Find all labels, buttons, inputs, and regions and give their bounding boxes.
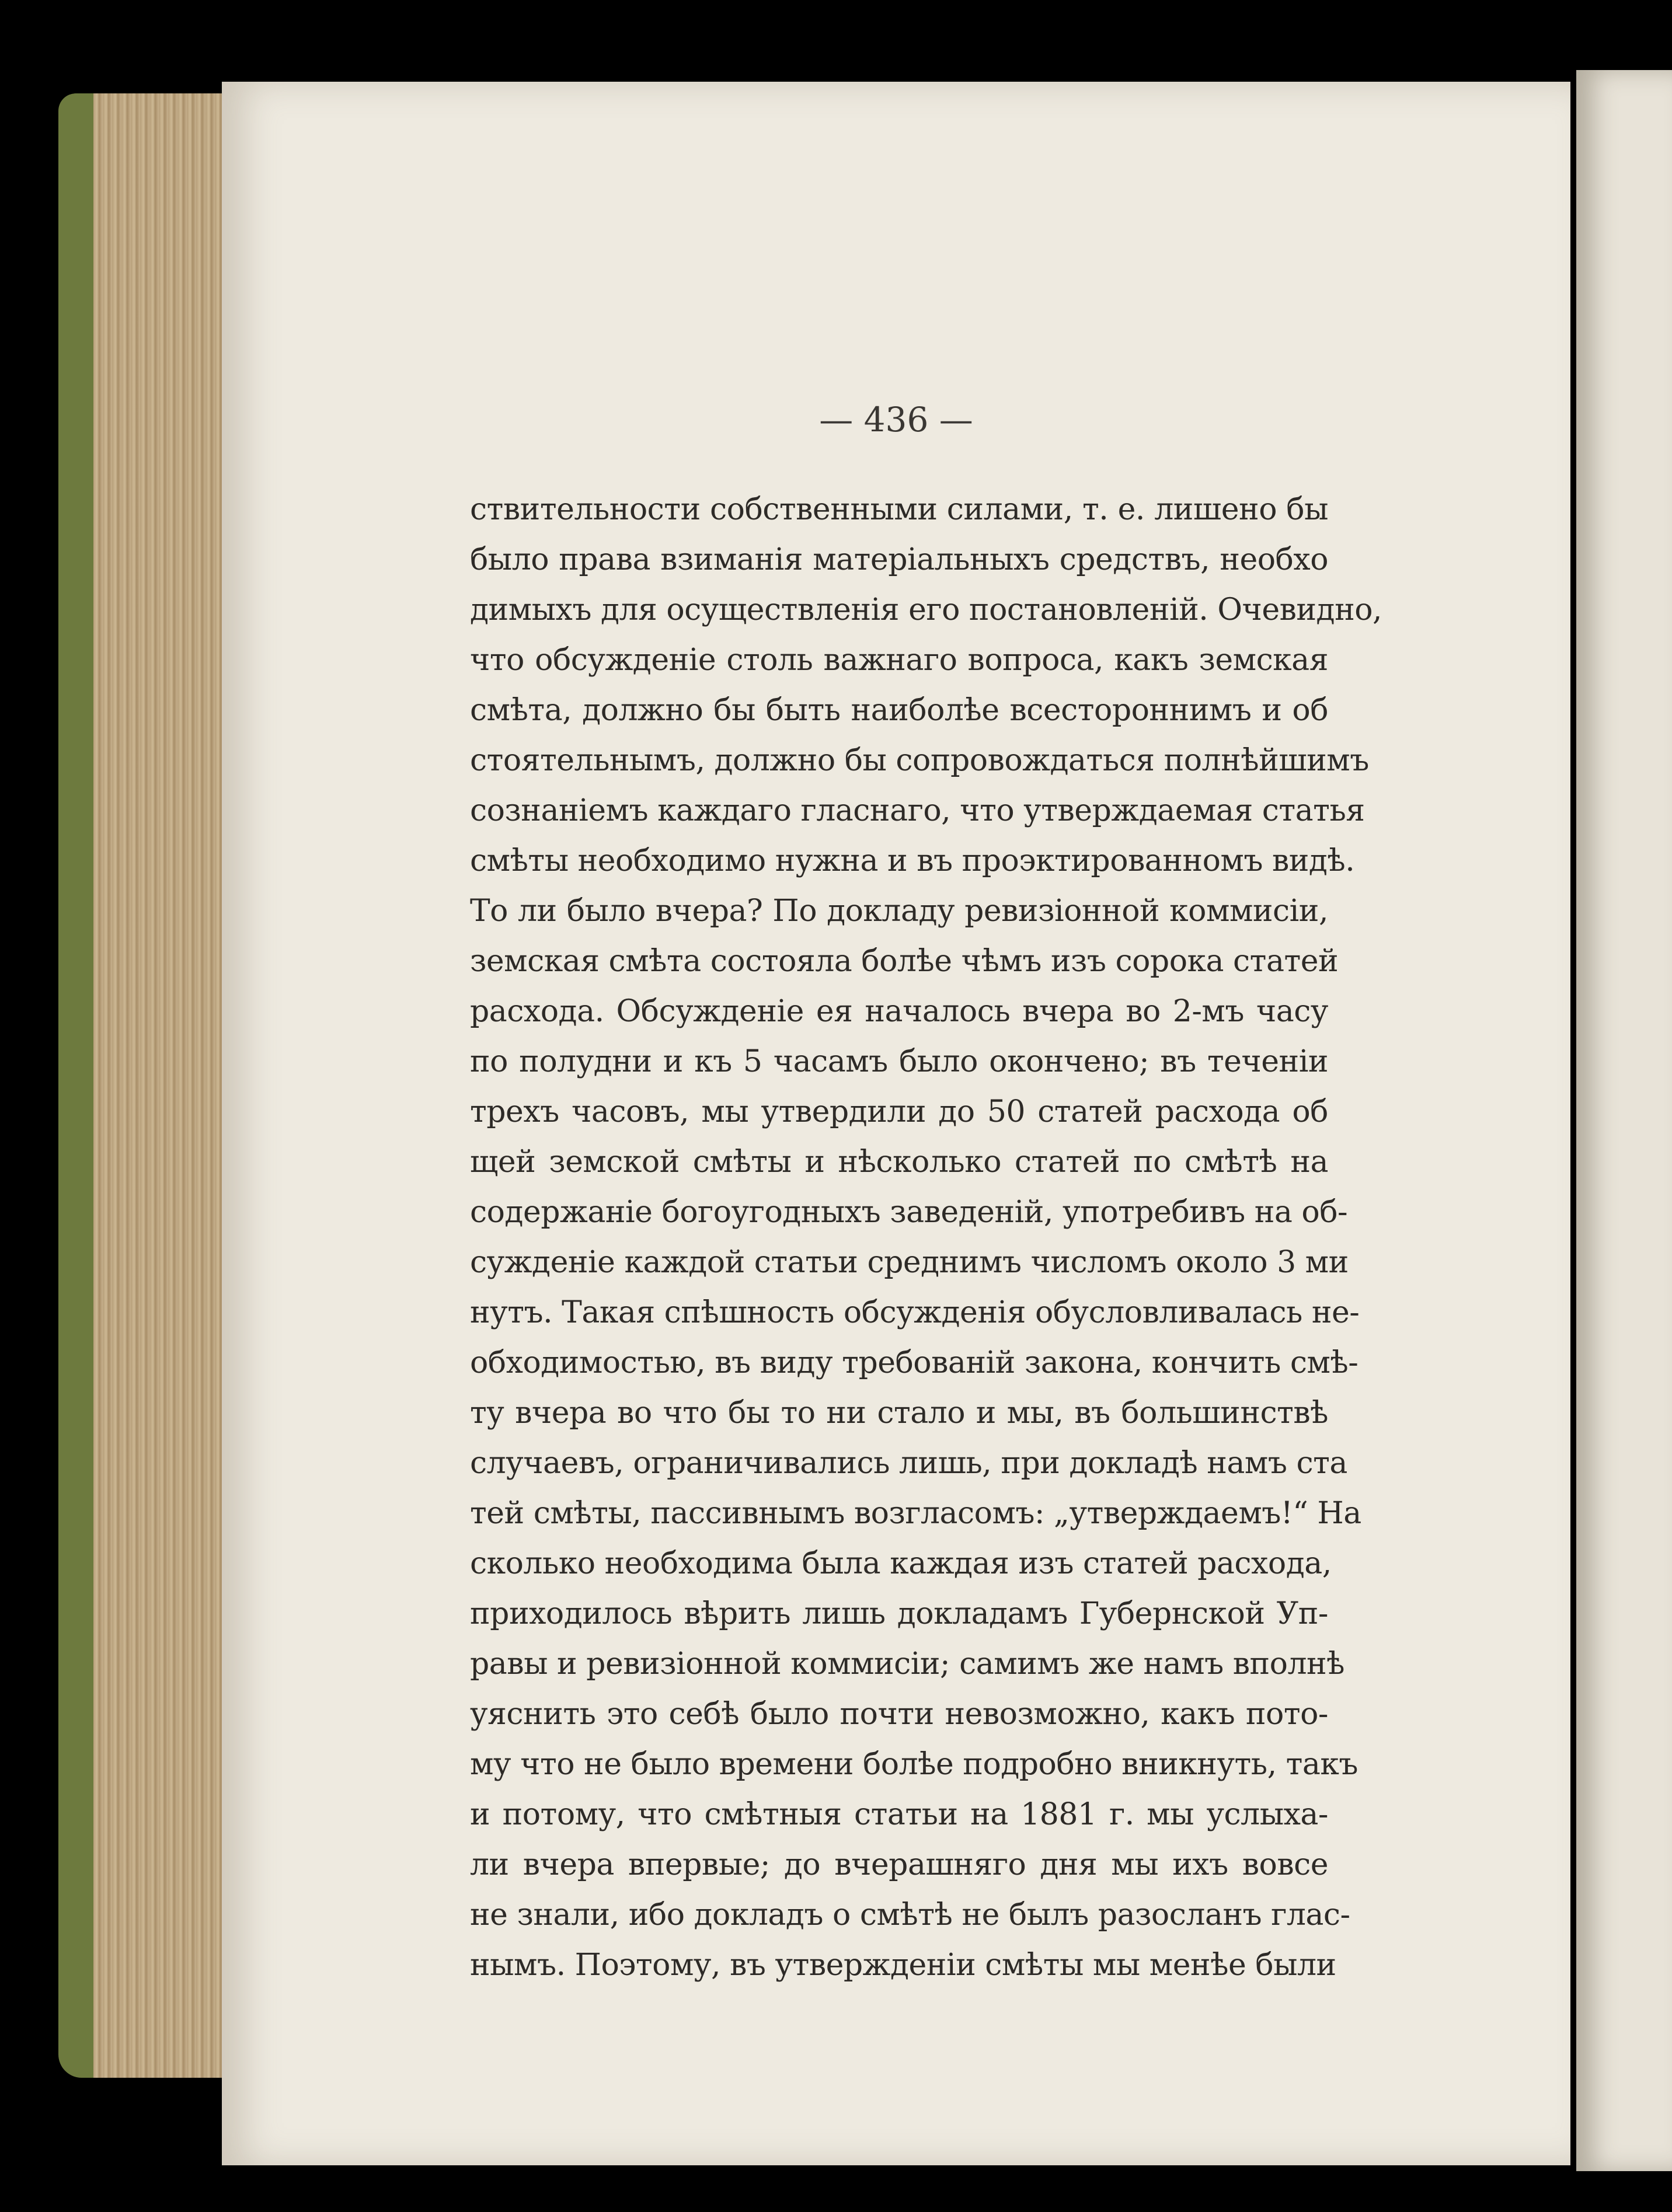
text-line: не знали, ибо докладъ о смѣтѣ не былъ разосланъ глас-: [470, 1897, 1350, 1932]
text-line: ту вчера во что бы то ни стало и мы, въ большинствѣ: [470, 1395, 1328, 1431]
page-number: — 436 —: [819, 400, 973, 439]
book-page: [222, 82, 1570, 2165]
text-line: было права взиманія матеріальныхъ средствъ, необхо: [470, 542, 1328, 577]
text-line: му что не было времени болѣе подробно вникнуть, такъ: [470, 1747, 1358, 1782]
text-line: тей смѣты, пассивнымъ возгласомъ: „утверждаемъ!“ На: [470, 1496, 1361, 1531]
text-line: нутъ. Такая спѣшность обсужденія обусловливалась не-: [470, 1295, 1360, 1330]
text-line: содержаніе богоугодныхъ заведеній, употребивъ на об-: [470, 1195, 1348, 1230]
text-line: земская смѣта состояла болѣе чѣмъ изъ сорока статей: [470, 944, 1339, 979]
text-line: смѣта, должно бы быть наиболѣе всестороннимъ и об: [470, 693, 1328, 728]
text-line: расхода. Обсужденіе ея началось вчера во 2-мъ часу: [470, 994, 1328, 1029]
text-line: стоятельнымъ, должно бы сопровождаться полнѣйшимъ: [470, 743, 1369, 778]
facing-page-edge: [1576, 70, 1672, 2171]
text-line: димыхъ для осуществленія его постановленій. Очевидно,: [470, 592, 1382, 627]
text-line: уяснить это себѣ было почти невозможно, какъ пото-: [470, 1697, 1328, 1732]
page-text: [470, 484, 1382, 1990]
text-line: по полудни и къ 5 часамъ было окончено; въ теченіи: [470, 1044, 1328, 1079]
text-line: ствительности собственными силами, т. е. лишено бы: [470, 492, 1328, 527]
text-line: смѣты необходимо нужна и въ проэктированномъ видѣ.: [470, 843, 1355, 878]
text-line: приходилось вѣрить лишь докладамъ Губернской Уп-: [470, 1596, 1328, 1631]
text-line: случаевъ, ограничивались лишь, при докладѣ намъ ста: [470, 1446, 1347, 1481]
text-line: сужденіе каждой статьи среднимъ числомъ около 3 ми: [470, 1245, 1349, 1280]
text-line: То ли было вчера? По докладу ревизіонной коммисіи,: [470, 894, 1328, 929]
book-page-edges: [58, 93, 245, 2078]
text-line: сознаніемъ каждаго гласнаго, что утверждаемая статья: [470, 793, 1365, 828]
text-line: ли вчера впервые; до вчерашняго дня мы ихъ вовсе: [470, 1847, 1328, 1882]
text-line: щей земской смѣты и нѣсколько статей по смѣтѣ на: [470, 1145, 1328, 1180]
text-line: равы и ревизіонной коммисіи; самимъ же намъ вполнѣ: [470, 1646, 1345, 1681]
text-line: сколько необходима была каждая изъ статей расхода,: [470, 1546, 1332, 1581]
text-line: обходимостью, въ виду требованій закона, кончить смѣ-: [470, 1345, 1358, 1380]
text-line: нымъ. Поэтому, въ утвержденіи смѣты мы менѣе были: [470, 1948, 1336, 1983]
text-line: что обсужденіе столь важнаго вопроса, какъ земская: [470, 643, 1328, 678]
text-line: трехъ часовъ, мы утвердили до 50 статей расхода об: [470, 1094, 1328, 1129]
text-line: и потому, что смѣтныя статьи на 1881 г. мы услыха-: [470, 1797, 1328, 1832]
